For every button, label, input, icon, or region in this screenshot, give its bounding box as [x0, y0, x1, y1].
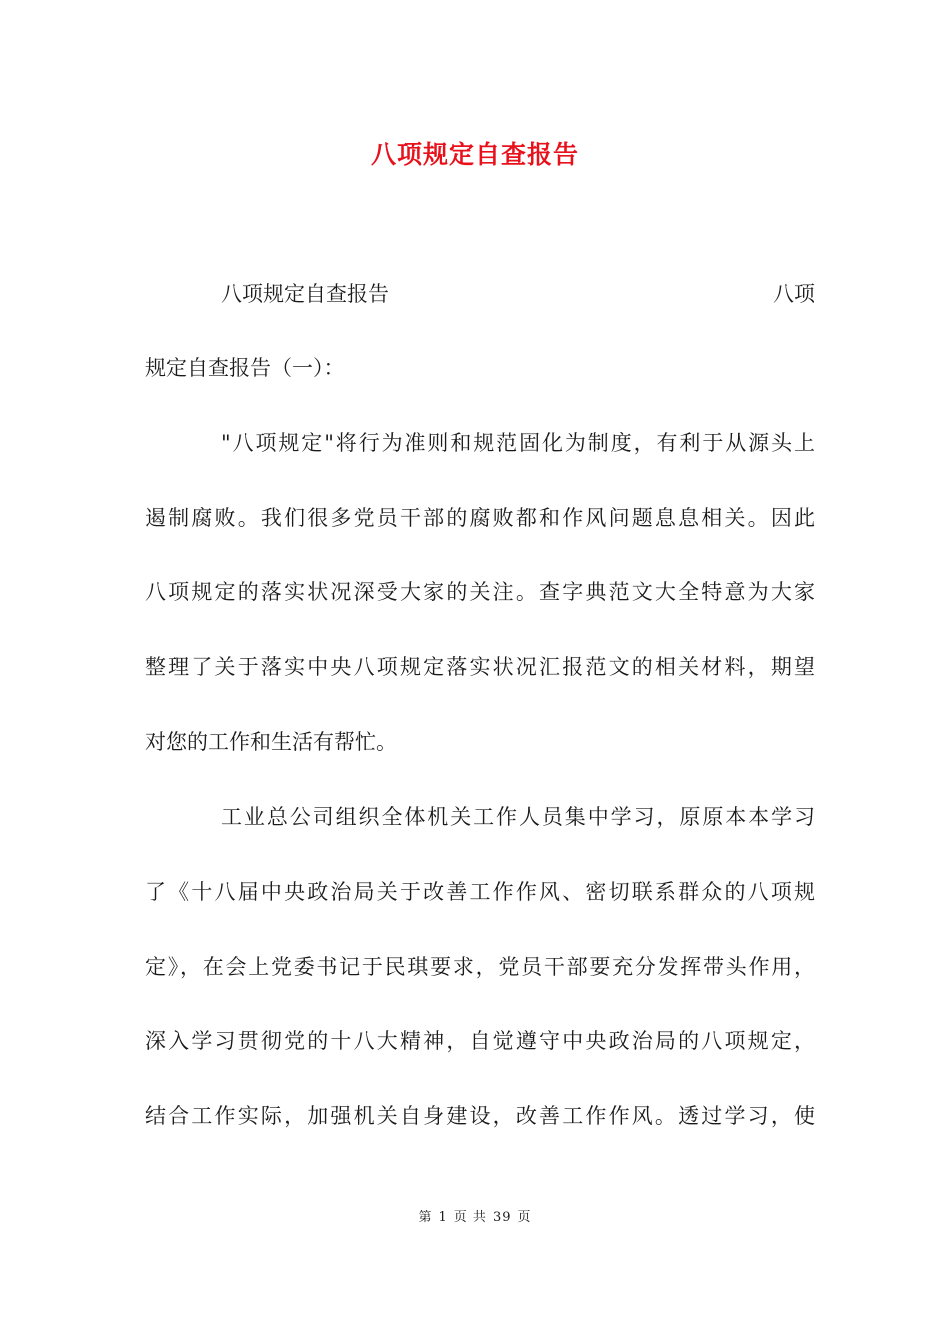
body-line: 工业总公司组织全体机关工作人员集中学习，原原本本学习 — [221, 805, 815, 829]
body-line: 对您的工作和生活有帮忙。 — [145, 730, 397, 754]
footer-suffix: 页 — [517, 1210, 532, 1225]
body-line: 整理了关于落实中央八项规定落实状况汇报范文的相关材料，期望 — [145, 655, 815, 679]
footer-total-pages: 39 — [492, 1210, 512, 1225]
body-line: 遏制腐败。我们很多党员干部的腐败都和作风问题息息相关。因此 — [145, 506, 815, 530]
body-line: "八项规定"将行为准则和规范固化为制度，有利于从源头上 — [221, 431, 815, 455]
body-line: 深入学习贯彻党的十八大精神，自觉遵守中央政治局的八项规定， — [145, 1029, 815, 1053]
footer-middle: 页 共 — [453, 1210, 487, 1225]
heading-left: 八项规定自查报告 — [221, 282, 389, 306]
body-line: 结合工作实际，加强机关自身建设，改善工作作风。透过学习，使 — [145, 1104, 815, 1128]
document-title: 八项规定自查报告 — [370, 140, 579, 169]
heading-line — [221, 279, 815, 309]
body-line: 定》，在会上党委书记于民琪要求，党员干部要充分发挥带头作用， — [145, 955, 815, 979]
page-footer — [0, 1208, 950, 1228]
body-line: 规定自查报告（一）： — [145, 356, 345, 380]
body-line: 了《十八届中央政治局关于改善工作作风、密切联系群众的八项规 — [145, 880, 815, 904]
heading-right: 八项 — [773, 282, 815, 306]
footer-page-number: 1 — [438, 1210, 448, 1225]
body-line: 八项规定的落实状况深受大家的关注。查字典范文大全特意为大家 — [145, 580, 815, 604]
footer-prefix: 第 — [418, 1210, 433, 1225]
